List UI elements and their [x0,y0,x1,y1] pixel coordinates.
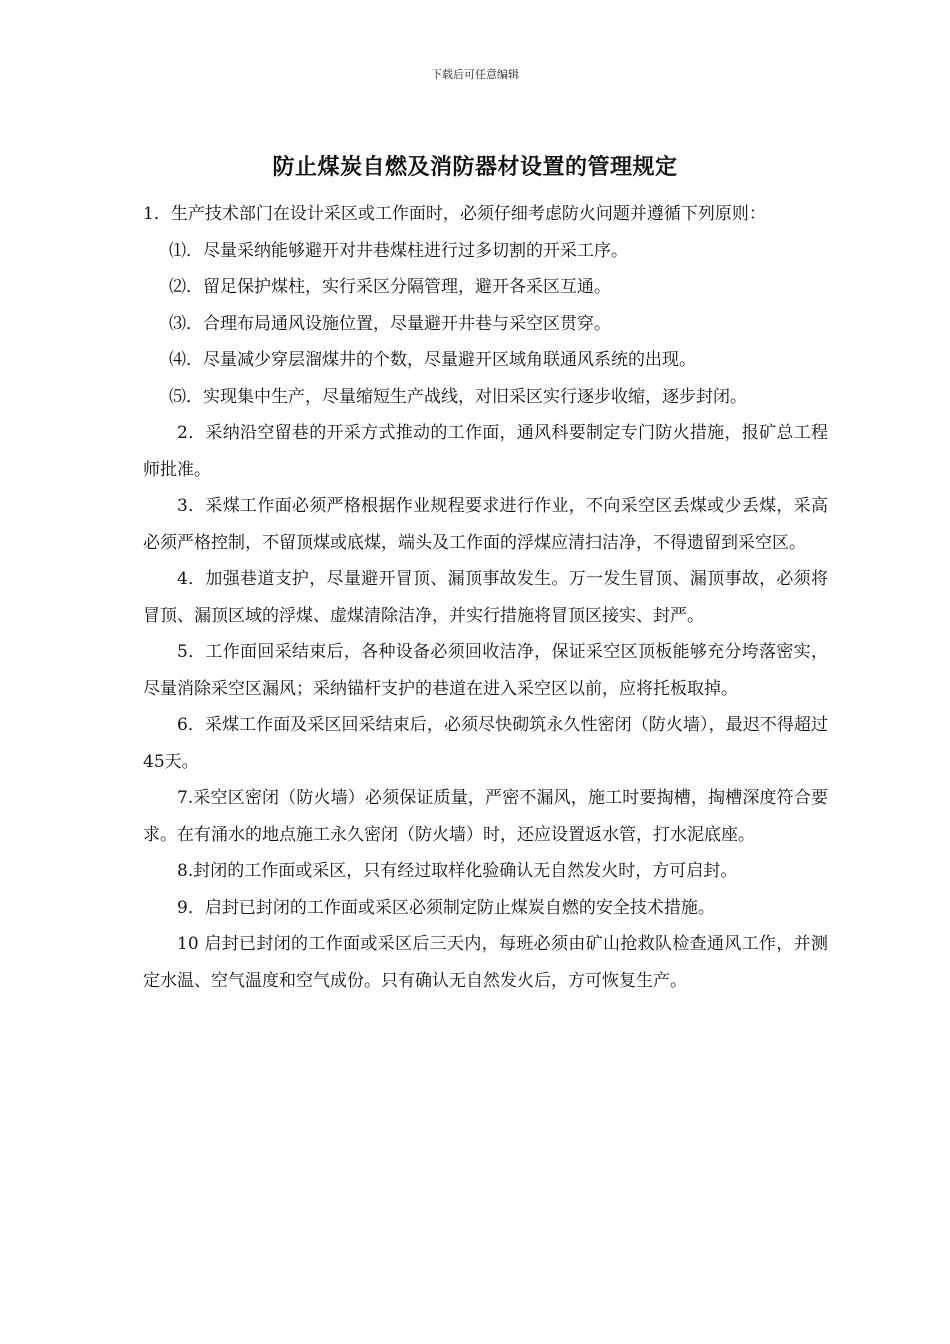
document-title: 防止煤炭自燃及消防器材设置的管理规定 [272,155,678,180]
paragraph-item-6: 6．采煤工作面及采区回采结束后，必须尽快砌筑永久性密闭（防火墙），最迟不得超过45天。 [143,715,828,772]
sub-item-5: ⑸．实现集中生产，尽量缩短生产战线，对旧采区实行逐步收缩，逐步封闭。 [169,386,747,407]
sub-item-4: ⑷．尽量减少穿层溜煤井的个数，尽量避开区域角联通风系统的出现。 [169,350,696,370]
paragraph-item-5: 5．工作面回采结束后，各种设备必须回收洁净，保证采空区顶板能够充分垮落密实，尽量消除采空区漏风；采纳锚杆支护的巷道在进入采空区以前，应将托板取掉。 [143,642,828,699]
paragraph-item-1: 1．生产技术部门在设计采区或工作面时，必须仔细考虑防火问题并遵循下列原则： [143,204,766,224]
paragraph-item-3: 3．采煤工作面必须严格根据作业规程要求进行作业，不向采空区丢煤或少丢煤，采高必须严格控制，不留顶煤或底煤，端头及工作面的浮煤应清扫洁净，不得遗留到采空区。 [143,496,828,553]
paragraph-item-2: 2．采纳沿空留巷的开采方式推动的工作面，通风科要制定专门防火措施，报矿总工程师批准。 [143,423,828,480]
sub-item-2: ⑵．留足保护煤柱，实行采区分隔管理，避开各采区互通。 [169,277,611,297]
sub-item-1: ⑴．尽量采纳能够避开对井巷煤柱进行过多切割的开采工序。 [169,240,628,261]
paragraph-item-8: 8.封闭的工作面或采区，只有经过取样化验确认无自然发火时，方可启封。 [177,861,738,881]
paragraph-item-4: 4．加强巷道支护，尽量避开冒顶、漏顶事故发生。万一发生冒顶、漏顶事故，必须将冒顶、漏顶区域的浮煤、虚煤清除洁净，并实行措施将冒顶区接实、封严。 [143,569,828,626]
paragraph-item-7: 7.采空区密闭（防火墙）必须保证质量，严密不漏风，施工时要掏槽，掏槽深度符合要求。在有涌水的地点施工永久密闭（防火墙）时，还应设置返水管，打水泥底座。 [143,788,828,845]
paragraph-item-9: 9．启封已封闭的工作面或采区必须制定防止煤炭自燃的安全技术措施。 [177,897,715,918]
paragraph-item-10: 10 启封已封闭的工作面或采区后三天内，每班必须由矿山抢救队检查通风工作，并测定水温、空气温度和空气成份。只有确认无自然发火后，方可恢复生产。 [143,934,828,991]
header-note: 下载后可任意编辑 [431,68,519,81]
document-body [143,196,828,999]
sub-item-3: ⑶．合理布局通风设施位置，尽量避开井巷与采空区贯穿。 [169,313,611,334]
